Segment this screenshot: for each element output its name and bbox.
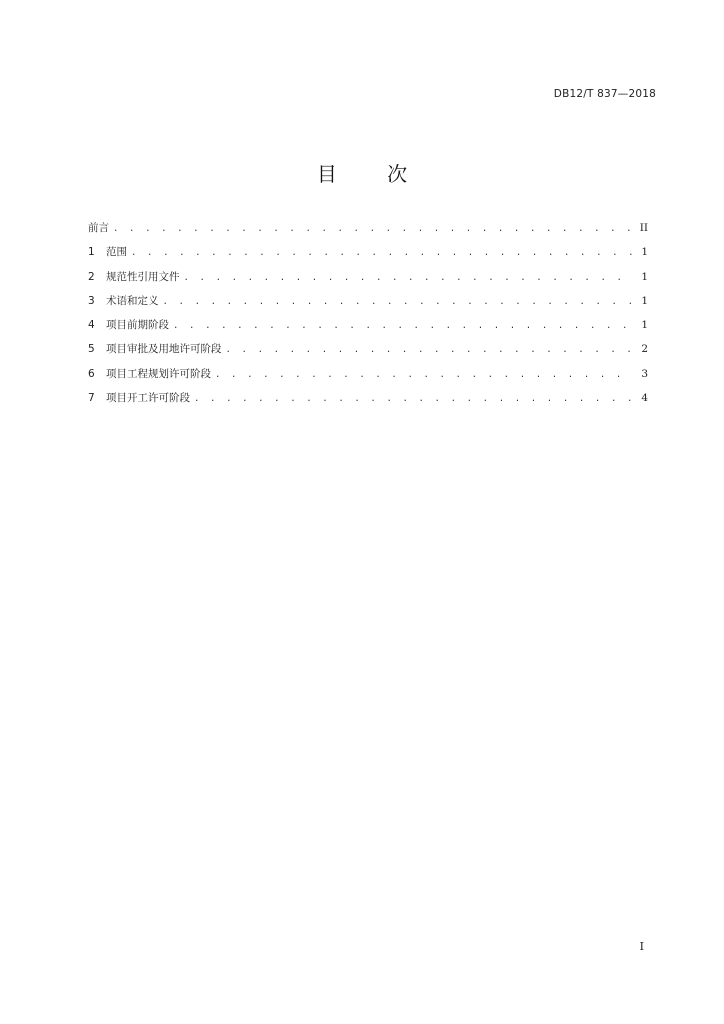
toc-title: 目 次 [316,162,430,186]
toc-entry-page: 1 [641,319,648,332]
dot-leader [226,338,633,362]
toc-entry-6[interactable] [88,362,648,386]
toc-entry-number: 7 [88,392,95,405]
toc-entry-label: 项目前期阶段 [106,319,169,332]
toc-entry-page: 2 [641,343,648,356]
toc-entry-number: 1 [88,246,95,259]
toc-entry-foreword[interactable] [88,216,648,240]
toc-entry-2[interactable] [88,265,648,289]
toc-entry-number: 4 [88,319,95,332]
toc-entry-page: 3 [641,367,648,380]
toc-entry-3[interactable] [88,289,648,313]
dot-leader [131,241,632,265]
dot-leader [194,387,632,411]
toc-entry-page: 1 [641,270,648,283]
standard-number: DB12/T 837—2018 [553,88,656,100]
toc-entry-4[interactable] [88,313,648,337]
dot-leader [184,266,633,290]
toc-entry-page: 4 [641,392,648,405]
toc-entry-label: 项目开工许可阶段 [106,392,190,405]
dot-leader [173,314,632,338]
toc-entry-label: 前言 [88,222,109,234]
toc-entry-number: 2 [88,270,95,283]
table-of-contents [88,216,648,410]
toc-entry-label: 范围 [106,246,127,259]
dot-leader [113,217,632,241]
toc-entry-page: 1 [641,246,648,259]
toc-entry-page: 1 [641,294,648,307]
toc-entry-label: 项目审批及用地许可阶段 [106,343,222,356]
toc-entry-7[interactable] [88,386,648,410]
toc-entry-number: 5 [88,343,95,356]
page-number: I [639,940,644,953]
toc-entry-1[interactable] [88,240,648,264]
toc-entry-label: 术语和定义 [106,294,159,307]
toc-entry-label: 项目工程规划许可阶段 [106,367,211,380]
toc-entry-number: 3 [88,294,95,307]
dot-leader [163,290,633,314]
toc-entry-label: 规范性引用文件 [106,270,180,283]
toc-entry-number: 6 [88,367,95,380]
dot-leader [215,363,632,387]
toc-entry-5[interactable] [88,337,648,361]
toc-entry-page: II [639,222,648,234]
